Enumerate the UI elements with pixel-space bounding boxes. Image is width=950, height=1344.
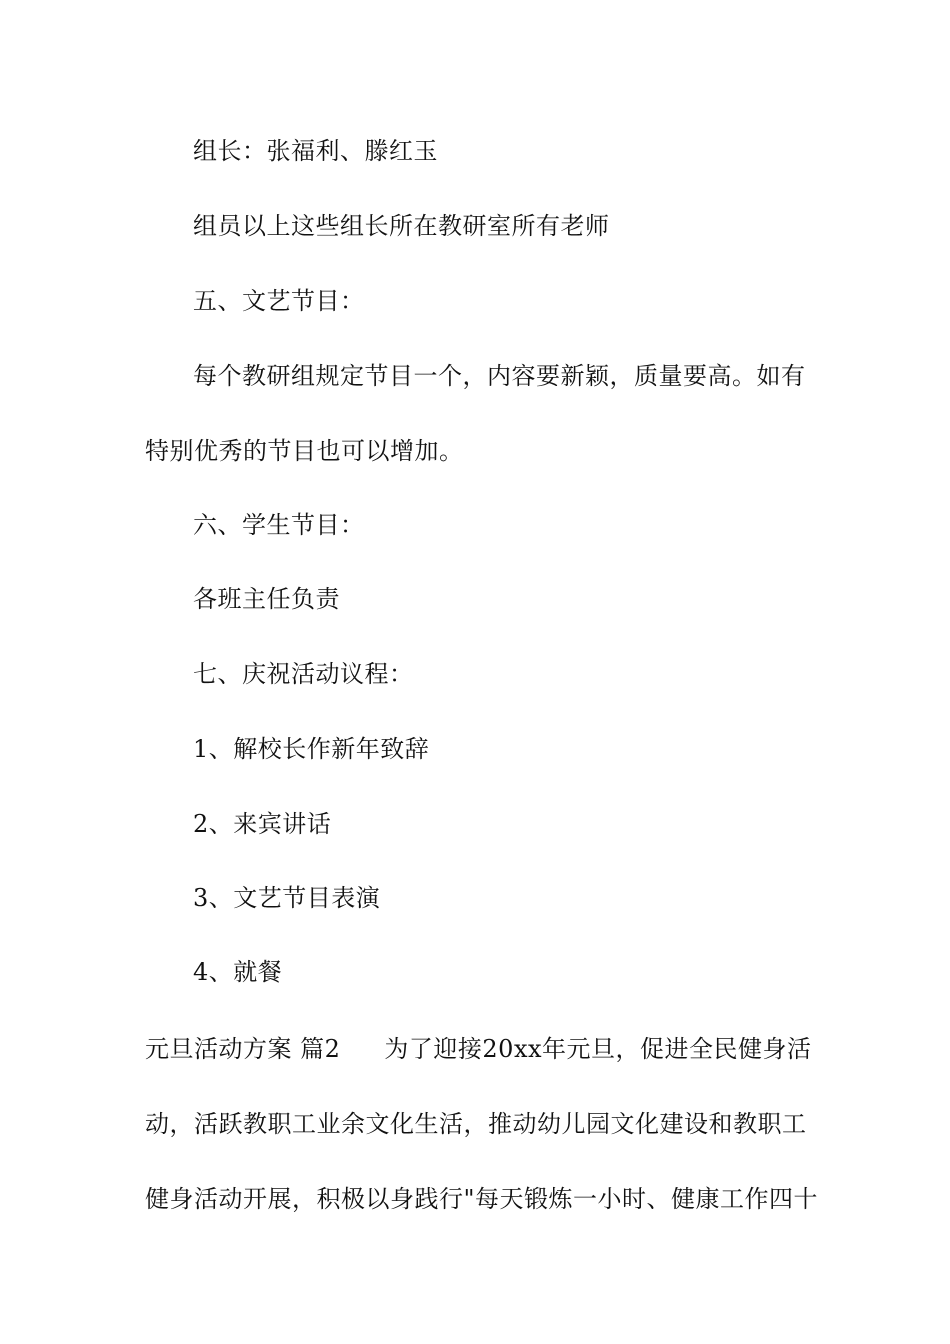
section2-line3: 健身活动开展，积极以身践行"每天锻炼一小时、健康工作四十 bbox=[145, 1185, 819, 1213]
paragraph-class-teachers: 各班主任负责 bbox=[193, 585, 340, 613]
section2-line1: 为了迎接20xx年元旦，促进全民健身活 bbox=[384, 1035, 812, 1063]
paragraph-group-members: 组员以上这些组长所在教研室所有老师 bbox=[193, 212, 610, 240]
paragraph-program-rule-line2: 特别优秀的节目也可以增加。 bbox=[145, 437, 464, 465]
heading-section-seven: 七、庆祝活动议程： bbox=[193, 660, 414, 688]
section2-heading: 元旦活动方案 篇2 bbox=[145, 1035, 341, 1063]
agenda-item-1: 1、解校长作新年致辞 bbox=[193, 735, 430, 763]
paragraph-group-leaders: 组长：张福利、滕红玉 bbox=[193, 137, 438, 165]
agenda-item-2: 2、来宾讲话 bbox=[193, 810, 332, 838]
paragraph-program-rule-line1: 每个教研组规定节目一个，内容要新颖，质量要高。如有 bbox=[193, 362, 806, 390]
section2-first-line bbox=[145, 1034, 812, 1064]
agenda-item-4: 4、就餐 bbox=[193, 958, 283, 986]
heading-section-five: 五、文艺节目： bbox=[193, 287, 365, 315]
agenda-item-3: 3、文艺节目表演 bbox=[193, 884, 381, 912]
heading-section-six: 六、学生节目： bbox=[193, 511, 365, 539]
section2-line2: 动，活跃教职工业余文化生活，推动幼儿园文化建设和教职工 bbox=[145, 1110, 807, 1138]
